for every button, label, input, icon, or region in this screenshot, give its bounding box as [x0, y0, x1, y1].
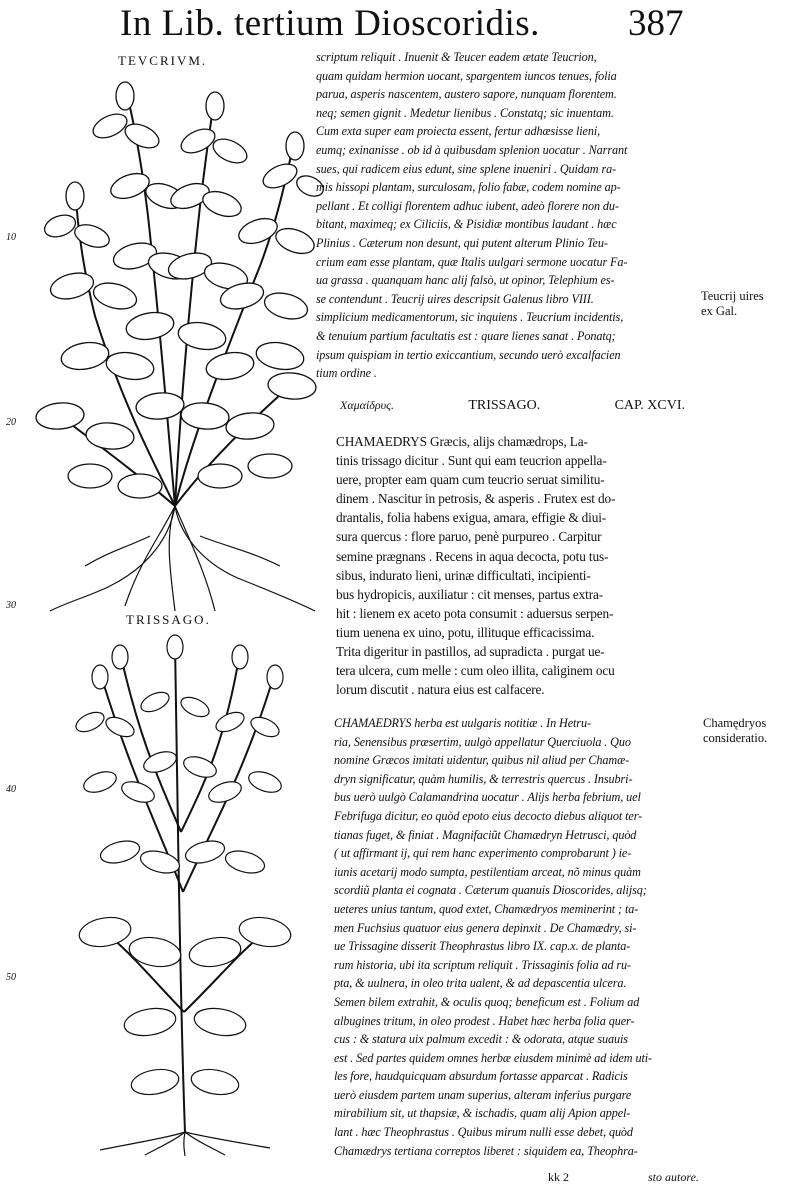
chamaedrys-commentary — [334, 714, 700, 1160]
text-line: simplicium medicamentorum, sic inquiens . Teucrium incidentis, — [316, 310, 624, 325]
line-number: 40 — [6, 784, 16, 795]
text-line: crium eam esse plantam, quæ Italis uulgari sermone uocatur Fa- — [316, 254, 628, 269]
text-line: bus hydropicis, auxiliatur : cit menses, partus extra- — [336, 586, 604, 602]
text-line: ria, Senensibus præsertim, uulgò appellatur Querciuola . Quo — [334, 734, 631, 749]
signature-mark: kk 2 — [548, 1170, 569, 1184]
text-line: tium ordine . — [316, 366, 377, 381]
text-line: uere, propter eam quam cum teucrio seruat similitu- — [336, 472, 605, 488]
text-line: Trita digeritur in pastillos, ad supradicta . purgat ue- — [336, 644, 605, 660]
text-line: ua grassa . quanquam hanc alij falsò, ut opinor, Telephium es- — [316, 273, 615, 288]
text-line: Plinius . Cæterum non desunt, qui putent alterum Plinio Teu- — [316, 235, 608, 250]
text-line: lorum discutit . natura eius est calfacere. — [336, 682, 545, 698]
line-number: 30 — [6, 600, 16, 611]
text-line: les fore, haudquicquam absurdum fortasse apparcat . Radicis — [334, 1069, 628, 1084]
text-line: neq; semen gignit . Medetur lienibus . Constatq; sic inuentam. — [316, 105, 614, 120]
running-title: In Lib. tertium Dioscoridis. — [120, 3, 540, 44]
chapter-title: TRISSAGO. — [468, 398, 541, 413]
teucrium-woodcut-illustration — [30, 66, 325, 614]
text-line: cus : & statura uix palmum excedit : & odorata, atque suauis — [334, 1032, 628, 1047]
text-line: pellant . Et colligi florentem adhuc iubent, adeò florere non du- — [316, 198, 619, 213]
figure-label-trissago: TRISSAGO. — [126, 612, 211, 627]
text-line: dryn significatur, quàm humilis, & terrestris quercus . Insubri- — [334, 771, 633, 786]
page-number: 387 — [628, 3, 684, 44]
text-line: ( ut affirmant ij, qui rem hanc experimento comprobarunt ) ie- — [334, 846, 632, 861]
catchline-end: sto autore. — [648, 1170, 699, 1184]
text-line: tera ulcera, cum melle : cum oleo illita, caliginem ocu — [336, 663, 615, 679]
margin-note-line: consideratio. — [703, 731, 768, 745]
line-number: 50 — [6, 972, 16, 983]
margin-note-teucrium — [701, 289, 764, 319]
line-number: 10 — [6, 232, 16, 243]
text-line: mis hissopi plantam, surculosam, folio fabæ, codem nomine ap- — [316, 180, 621, 195]
text-line: Cum exta super eam proiecta essent, fertur adhæsisse lieni, — [316, 124, 601, 139]
trissago-woodcut-illustration — [60, 632, 300, 1157]
text-line: CHAMAEDRYS herba est uulgaris notitiæ . In Hetru- — [334, 716, 591, 730]
text-line: rum historia, ubi ita scriptum reliquit . Trissaginis folia ad ru- — [334, 957, 631, 972]
text-line: mirabilium sit, ut thapsiæ, & ischadis, quam alij Apion appel- — [334, 1106, 631, 1121]
text-line: Semen bilem extrahit, & oculis quoq; beneficum est . Folium ad — [334, 994, 640, 1009]
text-line: sibus, indurato lieni, urinæ difficultati, incipienti- — [336, 567, 591, 583]
text-line: nomine Græcos imitati uidentur, quibus nil aliud per Chamæ- — [334, 753, 630, 768]
margin-note-line: ex Gal. — [701, 304, 738, 318]
text-line: albugines tritum, in oleo prodest . Habet hæc herba folia quer- — [334, 1013, 635, 1028]
chapter-heading — [340, 398, 685, 414]
text-line: ueteres unius tantum, quod extet, Chamædryos meminerint ; ta- — [334, 901, 639, 916]
text-line: ipsum quispiam in tertio exiccantium, secundo uerò excalfacien — [316, 347, 621, 362]
text-line: Chamædrys tertiana correptos liberet : siquidem ea, Theophra- — [334, 1143, 638, 1158]
text-line: tianas fuget, & finiat . Magnifaciũt Chamædryn Hetrusci, quòd — [334, 827, 637, 842]
text-line: drantalis, folia habens exigua, amara, effigie & diui- — [336, 510, 607, 526]
teucrium-commentary — [316, 48, 700, 383]
text-line: tium uenena ex uino, potu, illituque efficacissima. — [336, 624, 595, 640]
text-line: sues, qui radicem eius edunt, sine splene inueniri . Quidam ra- — [316, 161, 617, 176]
margin-note-line: Teucrij uires — [701, 289, 764, 303]
margin-note-line: Chamędryos — [703, 716, 767, 730]
text-line: tinis trissago dicitur . Sunt qui eam teucrion appella- — [336, 453, 607, 469]
text-line: est . Sed partes quidem omnes herbæ eiusdem minimè ad idem uti- — [334, 1050, 652, 1065]
text-line: Febrifuga dicitur, eo quòd epoto eius decocto diebus aliquot ter- — [334, 808, 643, 823]
text-line: bus uerò uulgò Calamandrina uocatur . Alijs herba febrium, uel — [334, 790, 641, 805]
text-line: ue Trissagine disserit Theophrastus libro IX. cap.x. de planta- — [334, 939, 631, 954]
text-line: CHAMAEDRYS Græcis, alijs chamædrops, La- — [336, 434, 588, 449]
text-line: semine prægnans . Recens in aqua decocta, potu tus- — [336, 548, 609, 564]
dioscorides-text — [336, 432, 696, 699]
text-line: dinem . Nascitur in petrosis, & asperis . Frutex est do- — [336, 491, 616, 507]
text-line: hit : lienem ex aceto pota consumit : aduersus serpen- — [336, 605, 614, 621]
line-number: 20 — [6, 417, 16, 428]
text-line: sura quercus : flore paruo, penè purpureo . Carpitur — [336, 529, 602, 545]
text-line: lant . hæc Theophrastus . Quibus mirum nulli esse debet, quòd — [334, 1125, 633, 1140]
text-line: parua, asperis nascentem, austero sapore, nunquam florentem. — [316, 87, 617, 102]
text-line: pta, & uulnera, in oleo trita ualent, & ad depascentia ulcera. — [334, 976, 627, 991]
text-line: scriptum reliquit . Inuenit & Teucer eadem ætate Teucrion, — [316, 50, 597, 64]
margin-note-chamaedrys — [703, 716, 767, 746]
text-line: quam quidam hermion uocant, spargentem iuncos tenues, folia — [316, 68, 617, 83]
text-line: scordiũ planta ei cognata . Cæterum quanuis Dioscorides, alijsq; — [334, 883, 647, 898]
chapter-greek-name: Χαμαίδρυς. — [340, 398, 394, 412]
figure-label-teucrium: TEVCRIVM. — [118, 53, 208, 68]
text-line: iunis acetarij modo sumpta, pestilentiam arceat, nõ minus quàm — [334, 864, 641, 879]
text-line: uerò eiusdem partem unam superius, alteram inferius purgare — [334, 1087, 632, 1102]
text-line: eumq; exinanisse . ob id à quibusdam splenion uocatur . Narrant — [316, 142, 628, 157]
text-line: & tenuium partium facultatis est : quare lienes sanat . Ponatq; — [316, 328, 616, 343]
chapter-number: CAP. XCVI. — [614, 398, 685, 413]
text-line: se contendunt . Teucrij uires descripsit Galenus libro VIII. — [316, 291, 594, 306]
text-line: men Fuchsius quatuor eius genera depinxit . De Chamædry, si- — [334, 920, 637, 935]
text-line: bitant, maximeq; ex Ciliciis, & Pisidiæ montibus laudant . hæc — [316, 217, 617, 232]
